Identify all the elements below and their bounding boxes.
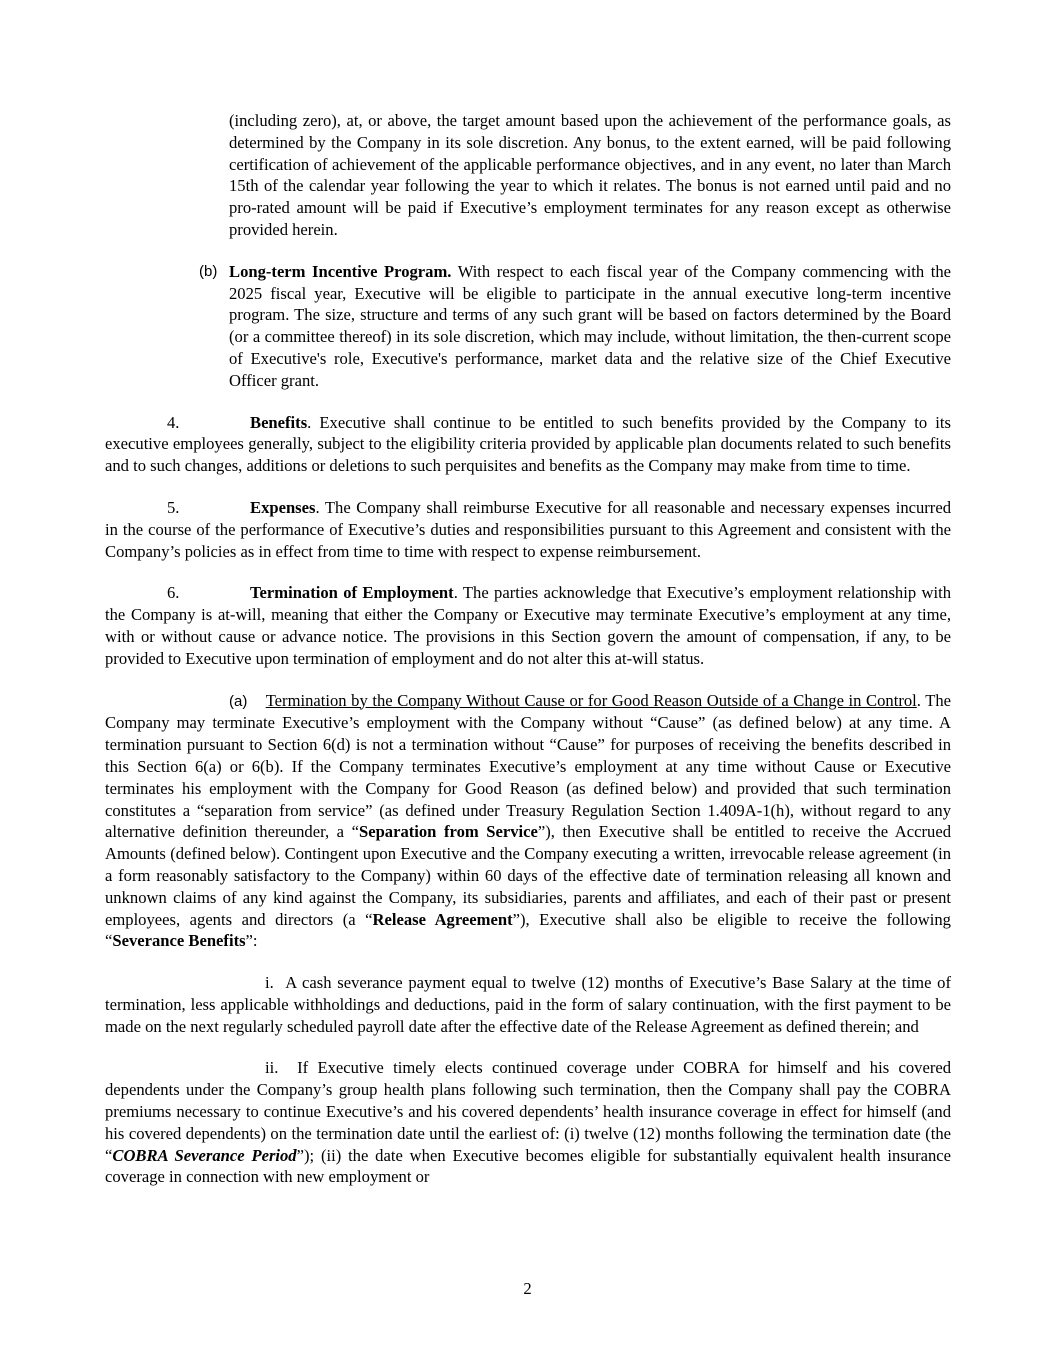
section-6	[105, 582, 951, 669]
section-5-text: . The Company shall reimburse Executive for all reasonable and necessary expenses incurred in the course of the performance of Executive’s duties and responsibilities pursuant to this Agreement and consistent with the Company’s policies as in effect from time to time with respect to expense reimbursement.	[105, 497, 951, 561]
defined-term-severance: Severance Benefits	[112, 931, 246, 951]
page-number: 2	[523, 1279, 532, 1298]
section-6a-label: (a)	[229, 692, 248, 710]
item-i-text: A cash severance payment equal to twelve (12) months of Executive’s Base Salary at the time of termination, less applicable withholdings and deductions, paid in the form of salary continuation, with the first payment to be made on the next regularly scheduled payroll date after the effective date of the Release Agreement as defined therein; and	[105, 973, 952, 1036]
continued-paragraph: (including zero), at, or above, the target amount based upon the achievement of the performance goals, as determined by the Company in its sole discretion. Any bonus, to the extent earned, will be paid following certification of achievement of the applicable performance objectives, and in any event, no later than March 15th of the calendar year following the year to which it relates. The bonus is not earned until paid and no pro-rated amount will be paid if Executive’s employment terminates for any reason except as otherwise provided herein.	[229, 111, 951, 239]
section-6a: (a) Termination by the Company Without Cause or for Good Reason Outside of a Change in Control. The Company may terminate Executive’s employment with the Company without “Cause” (as defined below) at any time. A termination pursuant to Section 6(d) is not a termination without “Cause” for purposes of receiving the benefits described in this Section 6(a) or 6(b). If the Company terminates Executive’s employment at any time without Cause or Executive terminates his employment with the Company for Good Reason (as defined below) and provided that such termination constitutes a “separation from service” (as defined under Treasury Regulation Section 1.409A-1(h), without regard to any alternative definition thereunder, a “Separation from Service”), then Executive shall be entitled to receive the Accrued Amounts (defined below). Contingent upon Executive and the Company executing a written, irrevocable release agreement (in a form reasonably satisfactory to the Company) within 60 days of the effective date of termination releasing all known and unknown claims of any kind against the Company, its subsidiaries, parents and affiliates, and each of their past or present employees, agents and directors (a “Release Agreement”), Executive shall also be eligible to receive the following “Severance Benefits”:	[105, 690, 952, 951]
section-6-text: . The parties acknowledge that Executive’s employment relationship with the Company is at-will, meaning that either the Company or Executive may terminate Executive’s employment at any time, with or without cause or advance notice. The provisions in this Section govern the amount of compensation, if any, to be provided to Executive upon termination of employment and do not alter this at-will status.	[105, 583, 951, 668]
section-4	[105, 412, 951, 477]
section-4-text: . Executive shall continue to be entitled to such benefits provided by the Company to its executive employees generally, subject to the eligibility criteria provided by applicable plan documents related to such benefits and to such changes, additions or deletions to such perquisites and benefits as the Company may make from time to time.	[105, 412, 951, 476]
section-5-number: 5.	[167, 497, 180, 517]
defined-term-separation: Separation from Service	[358, 822, 538, 842]
section-4-heading: Benefits	[250, 412, 308, 432]
item-ii: ii. If Executive timely elects continued coverage under COBRA for himself and his covered dependents under the Company’s group health plans following such termination, then the Company shall pay the COBRA premiums necessary to continue Executive’s and his covered dependents’ health insurance coverage in effect for himself (and his covered dependents) on the termination date until the earliest of: (i) twelve (12) months following the termination date (the “COBRA Severance Period”); (ii) the date when Executive becomes eligible for substantially equivalent health insurance coverage in connection with new employment or	[105, 1058, 952, 1187]
section-5-heading: Expenses	[250, 497, 316, 517]
section-3b	[199, 261, 951, 392]
section-4-number: 4.	[167, 412, 180, 432]
item-i	[105, 972, 951, 1037]
section-3b-text: With respect to each fiscal year of the Company commencing with the 2025 fiscal year, Executive will be eligible to participate in the annual executive long-term incentive program. The size, structure and terms of any such grant will be based on factors determined by the Board (or a committee thereof) in its sole discretion, which may include, without limitation, the then-current scope of Executive's role, Executive's performance, market data and the relative size of the Chief Executive Officer grant.	[229, 261, 951, 390]
defined-term-release: Release Agreement	[372, 909, 513, 929]
section-6-heading: Termination of Employment	[250, 583, 454, 603]
section-3b-label: (b)	[199, 262, 218, 280]
section-5	[105, 497, 951, 562]
section-6-number: 6.	[167, 583, 180, 603]
defined-term-cobra: COBRA Severance Period	[112, 1145, 297, 1165]
item-i-number: i.	[265, 973, 274, 993]
item-ii-number: ii.	[265, 1058, 279, 1078]
section-6a-title: Termination by the Company Without Cause or for Good Reason Outside of a Change in Control	[265, 690, 917, 710]
document-page	[105, 110, 951, 1188]
section-3b-heading: Long-term Incentive Program.	[229, 261, 452, 281]
